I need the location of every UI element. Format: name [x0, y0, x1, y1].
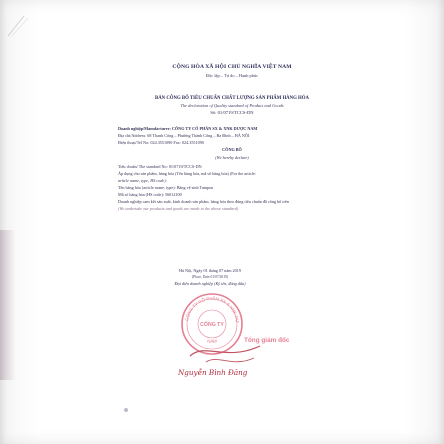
document-title: BẢN CÔNG BỐ TIÊU CHUẨN CHẤT LƯỢNG SẢN PHẨM HÀNG HÓA: [155, 96, 309, 101]
item-commitment: Doanh nghiệp cam kết sản xuất, kinh doanh sản phẩm, hàng hóa theo đúng tiêu chuẩn đã công bố trên: [118, 199, 289, 204]
item-standard: Tiêu chuẩn/ The standard No: 01/0719/TCCS-DN: [118, 164, 202, 169]
page-dot: [124, 408, 128, 412]
field-phone: Điện thoại/Tel No: 024.3551090 Fax: 024.3551090: [118, 140, 204, 145]
item-hs-code: Mã số hàng hóa (HS code): 56012100: [118, 192, 182, 197]
document-number: Số: 01/0719/TCCS-DN: [210, 110, 254, 115]
item-applies-to: Áp dụng cho sản phẩm, hàng hóa (Tên hàng hóa, mã số hàng hóa) (For the article:: [118, 171, 256, 176]
company-seal-stamp: [150, 282, 290, 382]
field-address: Địa chỉ/Address: 68 Thanh Công – Phường Thành Công – Ba Đình – HÀ NỘI: [118, 133, 250, 138]
item-applies-to-english: article name, type, HS code):: [118, 178, 168, 183]
page-shadow: [0, 230, 16, 380]
svg-text:NAM: NAM: [206, 338, 218, 344]
svg-text:Tổng giám đốc: Tổng giám đốc: [244, 337, 290, 344]
item-commitment-english: (We undertake our products and goods are made to the above standard): [118, 206, 239, 211]
page-corner-mark: [6, 12, 32, 38]
signature-role: Đại diện doanh nghiệp (Ký tên, đóng dấu): [174, 281, 246, 286]
national-motto: Độc lập – Tự do – Hạnh phúc: [205, 73, 259, 78]
document-title-english: The declaration of Quality standard of Product and Goods: [180, 103, 284, 108]
signature-name: Nguyễn Bình Đăng: [178, 368, 248, 377]
national-heading: CỘNG HÒA XÃ HỘI CHỦ NGHĨA VIỆT NAM: [172, 64, 292, 70]
item-article-name: Tên hàng hóa (article name, type): Băng vệ sinh Tampon: [118, 185, 214, 190]
field-manufacturer: Doanh nghiệp/Manufacturer: CÔNG TY CỔ PHẦN SX & XNK DƯỢC NAM: [118, 126, 258, 131]
declare-heading: CÔNG BỐ: [222, 147, 242, 152]
svg-text:CÔNG TY: CÔNG TY: [200, 322, 224, 328]
signature-place-date: (Place, Date 01/07/2019): [191, 275, 229, 279]
declare-subheading: (We hereby declare): [215, 155, 249, 160]
signature-date: Hà Nội, Ngày 01 tháng 07 năm 2019: [179, 268, 241, 273]
svg-text:CÔNG TY CỔ PHẦN SX & XNK DƯỢC: CÔNG TY CỔ PHẦN SX & XNK DƯ: [184, 295, 241, 324]
